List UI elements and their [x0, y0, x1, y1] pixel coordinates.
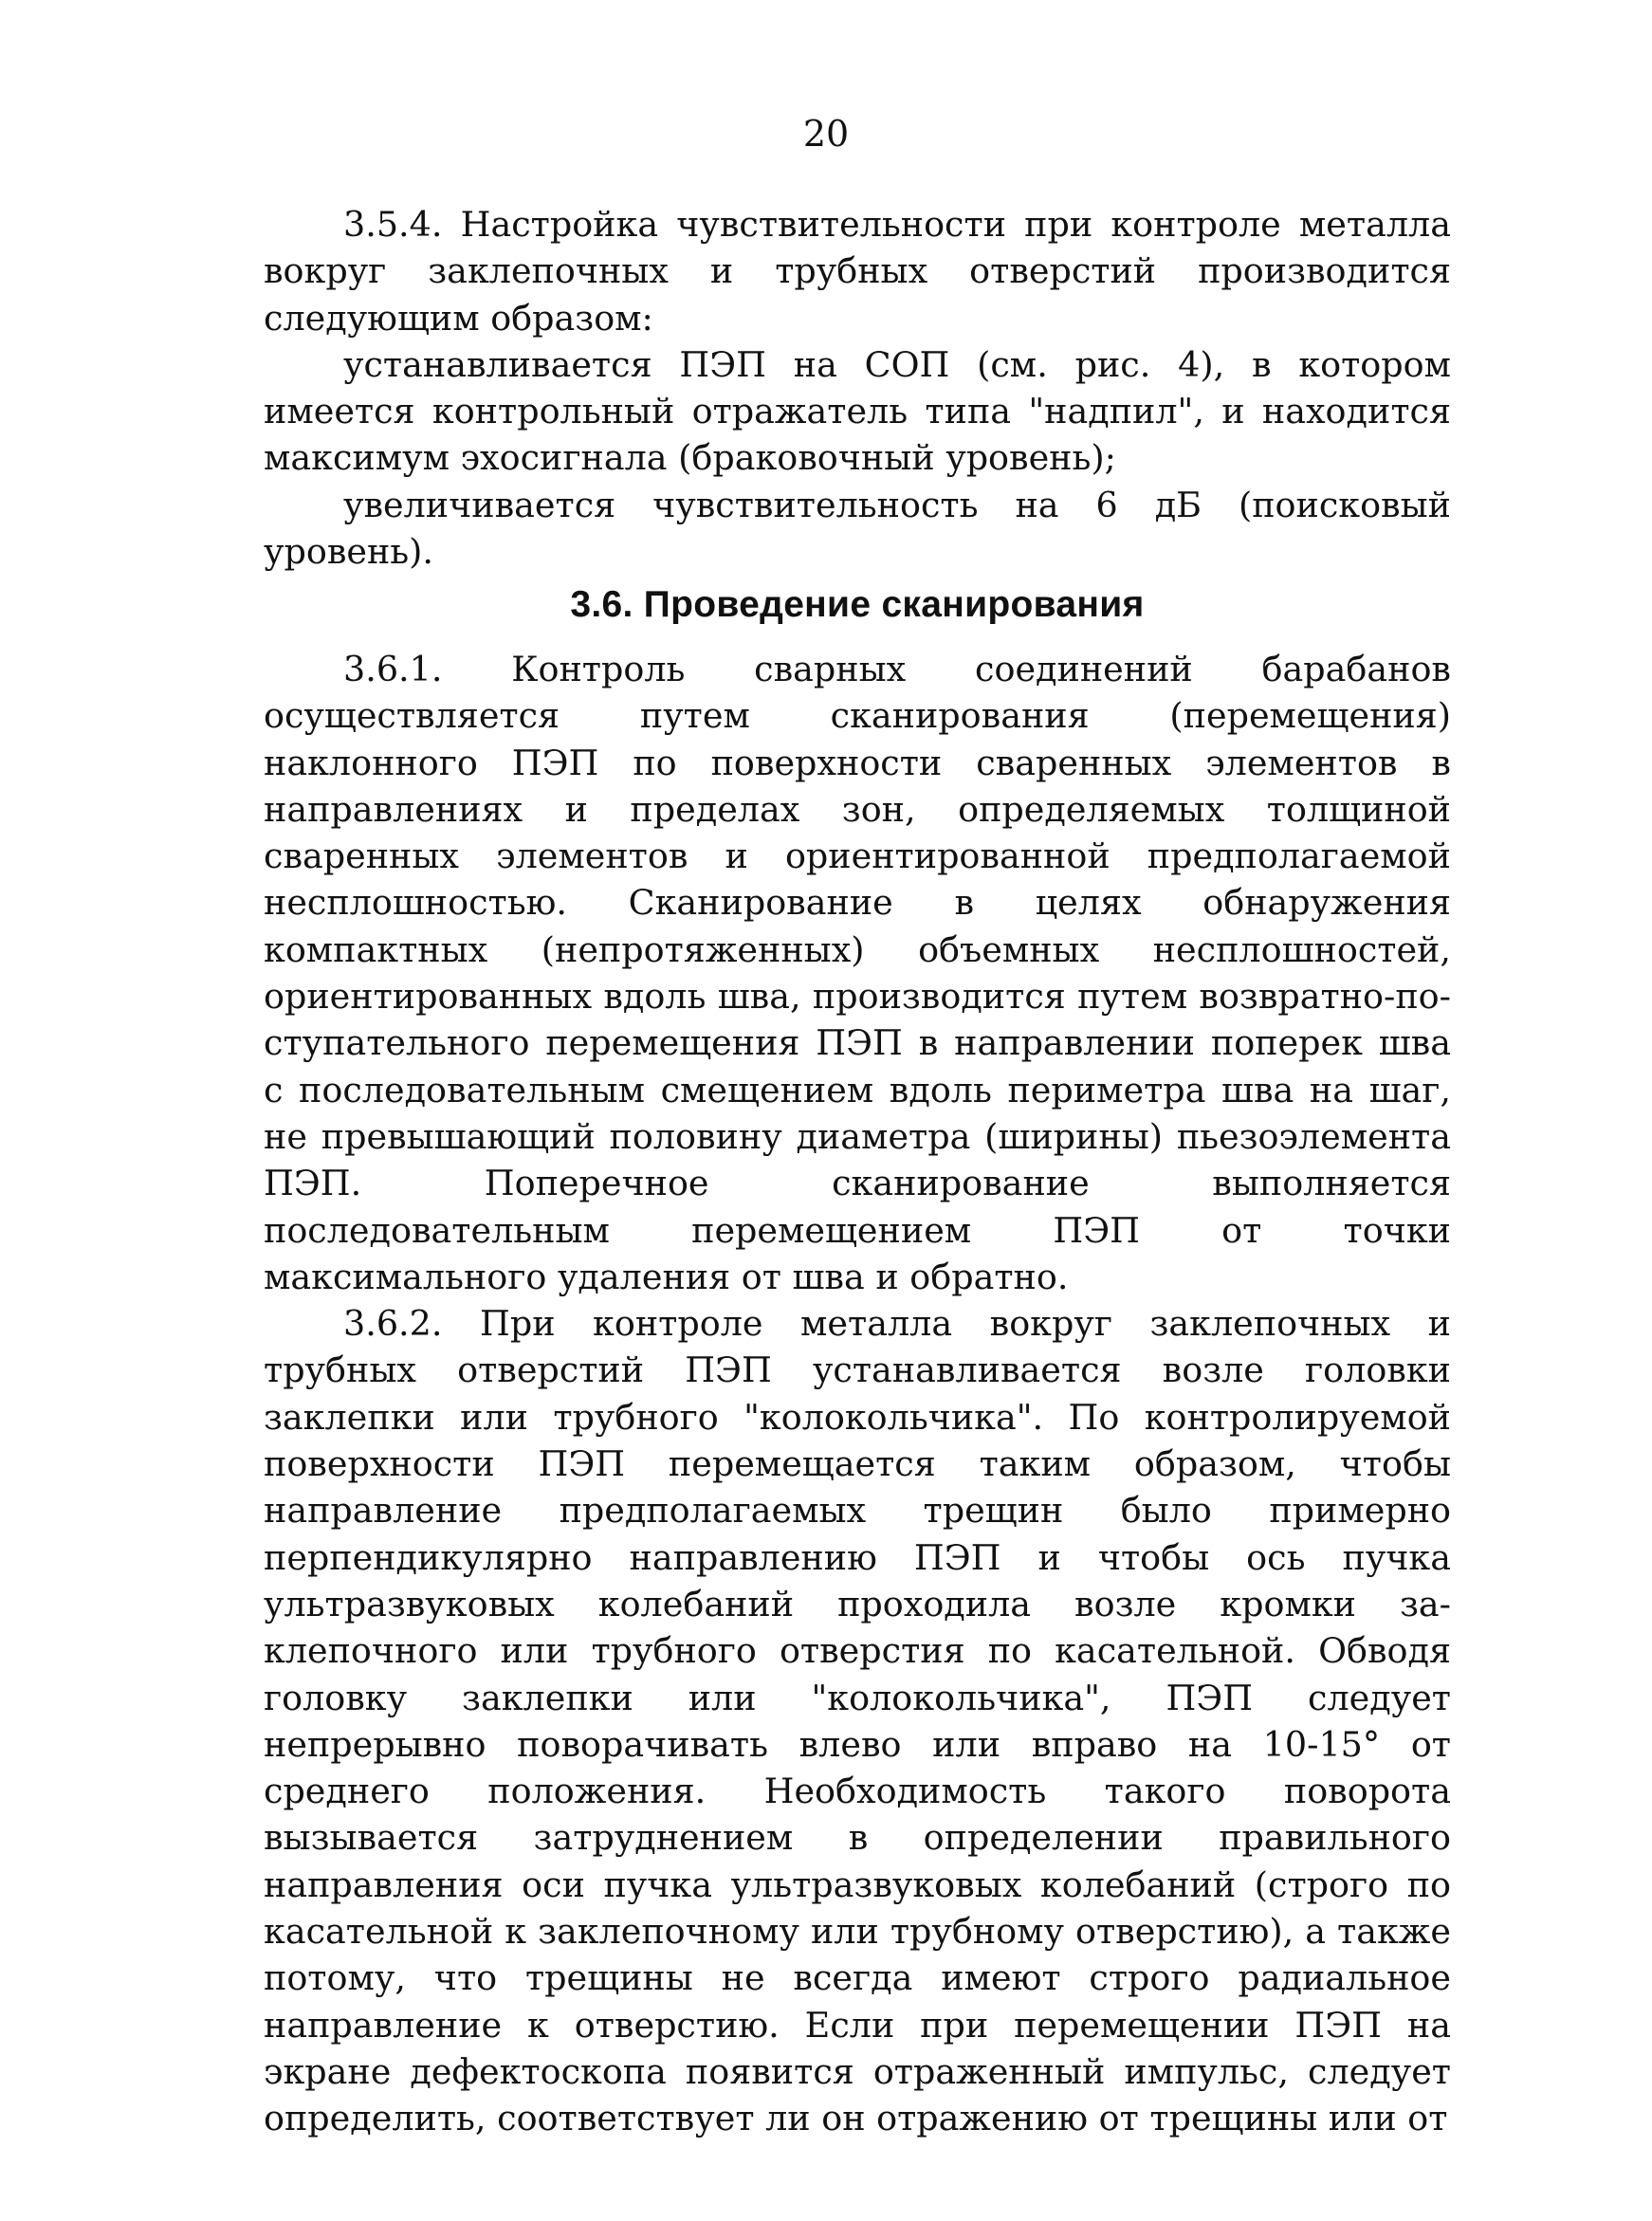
section-heading-3-6: 3.6. Проведение сканирования — [570, 584, 1145, 625]
paragraph-3-6-2: 3.6.2. При контроле металла вокруг заклепочных и трубных отверстий ПЭП устанавливается возле головки заклепки или трубного "колокольчика". По контролируемой поверхности ПЭП перемещается таким образом, чтобы направление предполагаемых трещин было примерно перпендикулярно направлению ПЭП и чтобы ось пучка ультразвуковых колебаний проходила возле кромки заклепочного или трубного отверстия по касательной. Обводя головку заклепки или "колокольчика", ПЭП следует непрерывно поворачивать влево или вправо на 10-15° от среднего положения. Необходимость такого поворота вызывается затруднением в определении правильного направления оси пучка ультразвуковых колебаний (строго по касательной к заклепочному или трубному отверстию), а также потому, что трещины не всегда имеют строго радиальное направление к отверстию. Если при перемещении ПЭП на экране дефектоскопа появится отраженный импульс, следует определить, соответствует ли он отражению от трещины или от — [264, 1303, 1451, 2139]
paragraph-3-5-4-step2: увеличивается чувствительность на 6 дБ (поисковый уровень). — [264, 484, 1451, 573]
section-3-5-4 — [264, 201, 1451, 575]
paragraph-3-5-4-intro: 3.5.4. Настройка чувствительности при контроле металла вокруг заклепочных и трубных отверстий производится следующим образом: — [264, 204, 1451, 339]
paragraph-3-5-4-step1: устанавливается ПЭП на СОП (см. рис. 4), в котором имеется контрольный отражатель типа "надпил", и находится максимум эхосигнала (браковочный уровень); — [264, 343, 1451, 479]
page-number: 20 — [802, 113, 850, 155]
paragraph-3-6-1: 3.6.1. Контроль сварных соединений барабанов осуществляется путем сканирования (перемещения) наклонного ПЭП по поверхности сваренных элементов в направлениях и пределах зон, определяемых толщиной сваренных элементов и ориентированной предполагаемой несплошностью. Сканирование в целях обнаружения компактных (непротяженных) объемных несплошностей, ориентированных вдоль шва, производится путем возвратно-поступательного перемещения ПЭП в направлении поперек шва с последовательным смещением вдоль периметра шва на шаг, не превышающий половину диаметра (ширины) пьезоэлемента ПЭП. Поперечное сканирование выполняется последовательным перемещением ПЭП от точки максимального удаления от шва и обратно. — [264, 649, 1451, 1297]
section-3-6 — [264, 646, 1451, 2142]
